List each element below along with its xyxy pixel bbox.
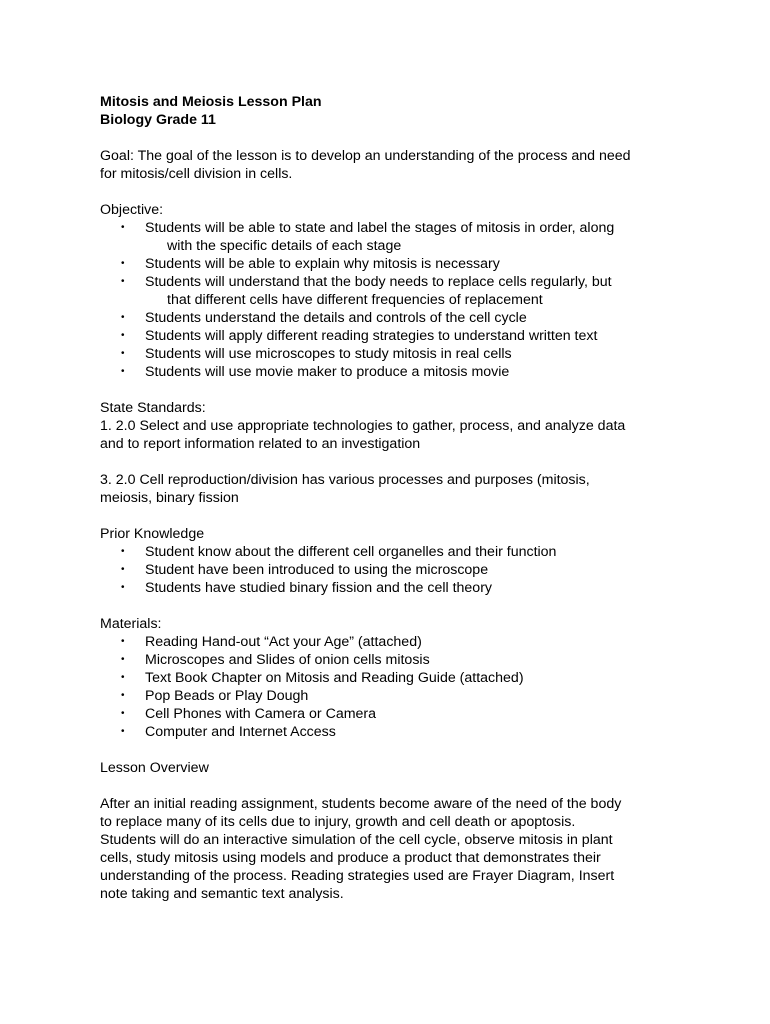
standard-line: meiosis, binary fission bbox=[100, 490, 239, 506]
spacer bbox=[100, 507, 680, 525]
bullet-icon: • bbox=[121, 222, 125, 233]
list-item bbox=[100, 651, 680, 669]
list-item bbox=[100, 345, 680, 363]
standard-line: 3. 2.0 Cell reproduction/division has various processes and purposes (mitosis, bbox=[100, 472, 590, 488]
list-item bbox=[100, 633, 680, 651]
list-item-text-continued: that different cells have different frequencies of replacement bbox=[167, 292, 543, 308]
bullet-icon: • bbox=[121, 654, 125, 665]
list-item-text: Students will understand that the body needs to replace cells regularly, but bbox=[145, 274, 612, 290]
list-item bbox=[100, 687, 680, 705]
goal-line: Goal: The goal of the lesson is to develop an understanding of the process and need bbox=[100, 148, 631, 164]
list-item-text: Cell Phones with Camera or Camera bbox=[145, 706, 377, 722]
bullet-icon: • bbox=[121, 690, 125, 701]
prior-knowledge-list bbox=[100, 543, 680, 597]
list-item bbox=[100, 561, 680, 579]
list-item bbox=[100, 705, 680, 723]
spacer bbox=[100, 183, 680, 201]
list-item bbox=[100, 363, 680, 381]
list-item-text: Computer and Internet Access bbox=[145, 724, 336, 740]
bullet-icon: • bbox=[121, 582, 125, 593]
bullet-icon: • bbox=[121, 348, 125, 359]
spacer bbox=[100, 777, 680, 795]
list-item-text: Student have been introduced to using the microscope bbox=[145, 562, 489, 578]
document-title: Mitosis and Meiosis Lesson Plan bbox=[100, 94, 322, 110]
list-item bbox=[100, 255, 680, 273]
bullet-icon: • bbox=[121, 546, 125, 557]
bullet-icon: • bbox=[121, 258, 125, 269]
list-item-text: Students have studied binary fission and the cell theory bbox=[145, 580, 493, 596]
list-item-text-continued: with the specific details of each stage bbox=[167, 238, 402, 254]
objective-heading: Objective: bbox=[100, 202, 164, 218]
list-item-text: Students will use microscopes to study mitosis in real cells bbox=[145, 346, 512, 362]
bullet-icon: • bbox=[121, 564, 125, 575]
list-item-text: Microscopes and Slides of onion cells mitosis bbox=[145, 652, 430, 668]
document-page bbox=[100, 93, 680, 903]
bullet-icon: • bbox=[121, 276, 125, 287]
list-item-text: Text Book Chapter on Mitosis and Reading Guide (attached) bbox=[145, 670, 524, 686]
lesson-overview-heading: Lesson Overview bbox=[100, 760, 209, 776]
bullet-icon: • bbox=[121, 330, 125, 341]
list-item-text: Reading Hand-out “Act your Age” (attached) bbox=[145, 634, 422, 650]
prior-knowledge-heading: Prior Knowledge bbox=[100, 526, 205, 542]
list-item-text: Student know about the different cell organelles and their function bbox=[145, 544, 557, 560]
overview-line: cells, study mitosis using models and produce a product that demonstrates their bbox=[100, 850, 601, 866]
standards-heading: State Standards: bbox=[100, 400, 206, 416]
objective-list bbox=[100, 219, 680, 381]
list-item-text: Students will be able to explain why mitosis is necessary bbox=[145, 256, 500, 272]
standard-line: and to report information related to an investigation bbox=[100, 436, 421, 452]
overview-line: After an initial reading assignment, students become aware of the need of the body bbox=[100, 796, 622, 812]
spacer bbox=[100, 381, 680, 399]
bullet-icon: • bbox=[121, 636, 125, 647]
overview-line: note taking and semantic text analysis. bbox=[100, 886, 344, 902]
materials-heading: Materials: bbox=[100, 616, 162, 632]
list-item-text: Students will be able to state and label the stages of mitosis in order, along bbox=[145, 220, 615, 236]
list-item-text: Pop Beads or Play Dough bbox=[145, 688, 309, 704]
spacer bbox=[100, 453, 680, 471]
standard-line: 1. 2.0 Select and use appropriate technologies to gather, process, and analyze data bbox=[100, 418, 626, 434]
list-item bbox=[100, 273, 680, 309]
goal-line: for mitosis/cell division in cells. bbox=[100, 166, 293, 182]
overview-line: Students will do an interactive simulation of the cell cycle, observe mitosis in plant bbox=[100, 832, 613, 848]
list-item bbox=[100, 543, 680, 561]
bullet-icon: • bbox=[121, 726, 125, 737]
list-item bbox=[100, 309, 680, 327]
list-item bbox=[100, 669, 680, 687]
bullet-icon: • bbox=[121, 312, 125, 323]
spacer bbox=[100, 129, 680, 147]
document-subtitle: Biology Grade 11 bbox=[100, 112, 216, 128]
bullet-icon: • bbox=[121, 708, 125, 719]
list-item bbox=[100, 579, 680, 597]
bullet-icon: • bbox=[121, 366, 125, 377]
list-item-text: Students will apply different reading strategies to understand written text bbox=[145, 328, 598, 344]
list-item bbox=[100, 219, 680, 255]
list-item-text: Students understand the details and controls of the cell cycle bbox=[145, 310, 527, 326]
bullet-icon: • bbox=[121, 672, 125, 683]
overview-line: to replace many of its cells due to injury, growth and cell death or apoptosis. bbox=[100, 814, 576, 830]
spacer bbox=[100, 597, 680, 615]
overview-line: understanding of the process. Reading strategies used are Frayer Diagram, Insert bbox=[100, 868, 615, 884]
list-item bbox=[100, 723, 680, 741]
list-item-text: Students will use movie maker to produce a mitosis movie bbox=[145, 364, 510, 380]
list-item bbox=[100, 327, 680, 345]
materials-list bbox=[100, 633, 680, 741]
spacer bbox=[100, 741, 680, 759]
